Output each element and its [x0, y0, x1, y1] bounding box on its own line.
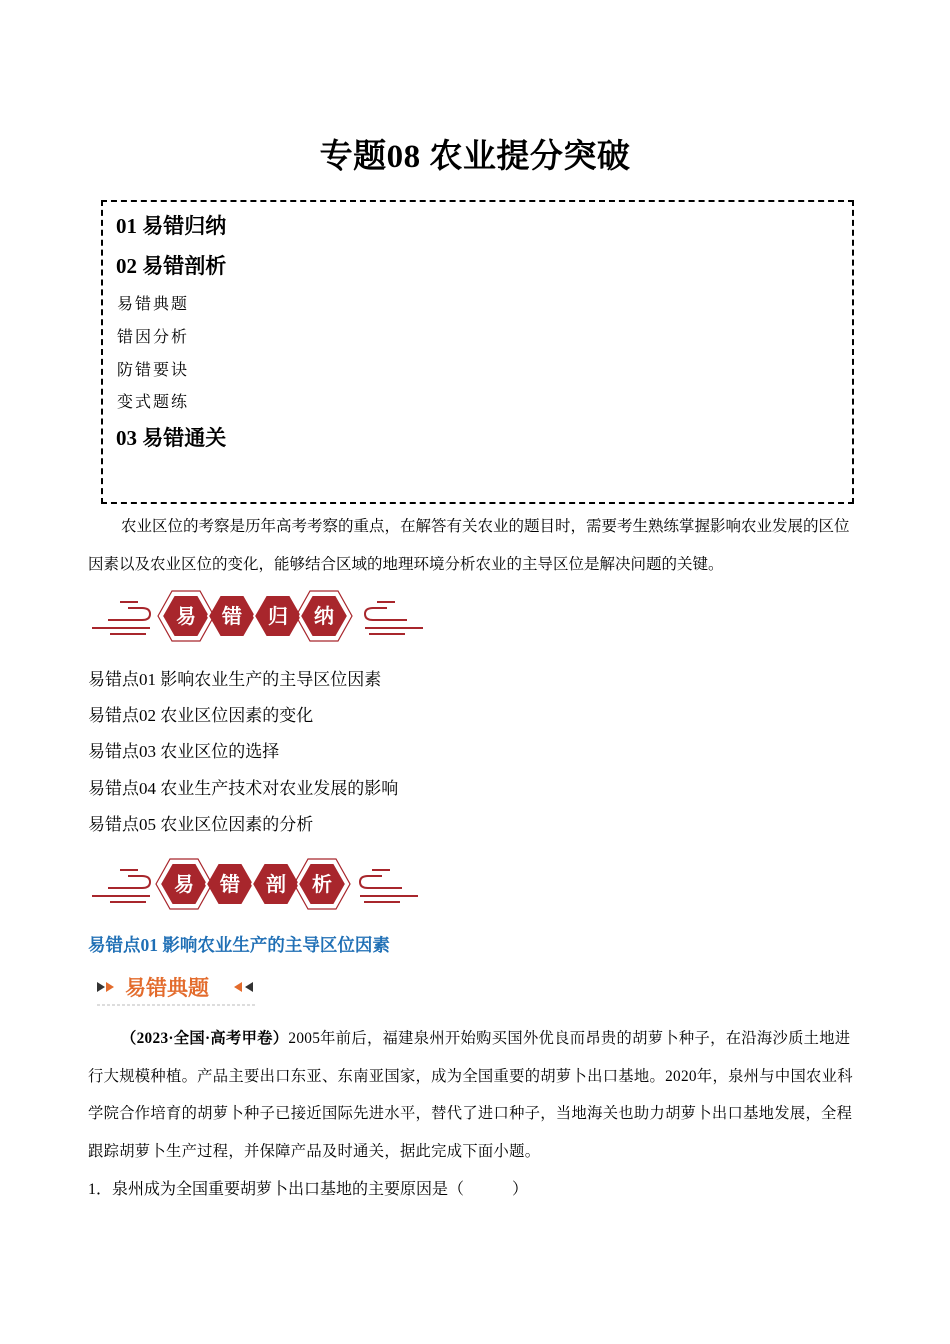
- arrow-left-icon: [245, 982, 253, 992]
- toc-sub-item: 变式题练: [117, 394, 190, 411]
- banner-char: 错: [220, 872, 240, 896]
- question-source: （2023·全国·高考甲卷）: [121, 1030, 289, 1047]
- error-point-item: 易错点01 影响农业生产的主导区位因素: [88, 670, 382, 689]
- banner-char: 剖: [266, 872, 286, 896]
- right-swirl-decoration: [360, 870, 418, 902]
- toc-heading-1: 01 易错归纳: [116, 214, 227, 238]
- question-text: 2005年前后，福建泉州开始购买国外优良而昂贵的胡萝卜种子，在沿海沙质土地进行大规模种植。产品主要出口东亚、东南亚国家，成为全国重要的胡萝卜出口基地。2020年，泉州与中国农业科学院合作培育的胡萝卜种子已接近国际先进水平，替代了进口种子，当地海关也助力胡萝卜出口基地发展，全程跟踪胡萝卜生产过程，并保障产品及时通关，据此完成下面小题。: [88, 1030, 853, 1160]
- banner-char: 纳: [314, 604, 334, 628]
- banner-yicuo-pouxi: [90, 856, 425, 912]
- question-1: 1．泉州成为全国重要胡萝卜出口基地的主要原因是（ ）: [88, 1181, 529, 1198]
- error-point-item: 易错点02 农业区位因素的变化: [88, 706, 314, 725]
- banner-char: 易: [174, 872, 194, 896]
- toc-sub-item: 防错要诀: [117, 362, 190, 379]
- arrow-right-icon: [106, 982, 114, 992]
- arrow-right-icon: [97, 982, 105, 992]
- error-point-item: 易错点04 农业生产技术对农业发展的影响: [88, 779, 399, 798]
- banner-char: 归: [268, 604, 288, 628]
- banner-char: 错: [222, 604, 242, 628]
- left-swirl-decoration: [92, 870, 150, 902]
- toc-heading-3: 03 易错通关: [116, 426, 227, 450]
- section-heading: 易错点01 影响农业生产的主导区位因素: [88, 935, 390, 955]
- right-swirl-decoration: [365, 602, 423, 634]
- toc-heading-2: 02 易错剖析: [116, 254, 227, 278]
- sub-banner-label: 易错典题: [125, 976, 209, 1000]
- error-point-item: 易错点05 农业区位因素的分析: [88, 815, 314, 834]
- question-stem: [88, 1020, 860, 1170]
- banner-char: 析: [312, 872, 332, 896]
- page-title: 专题08 农业提分突破: [319, 139, 631, 175]
- banner-char: 易: [176, 604, 196, 628]
- toc-sub-item: 错因分析: [117, 329, 190, 346]
- arrow-left-icon: [234, 982, 242, 992]
- error-point-item: 易错点03 农业区位的选择: [88, 742, 280, 761]
- table-of-contents: [101, 200, 854, 504]
- banner-yicuo-guina: [90, 588, 425, 644]
- left-swirl-decoration: [92, 602, 150, 634]
- sub-banner-yicuo-diant: [95, 970, 265, 1008]
- intro-paragraph: 农业区位的考察是历年高考考察的重点，在解答有关农业的题目时，需要考生熟练掌握影响农业发展的区位因素以及农业区位的变化，能够结合区域的地理环境分析农业的主导区位是解决问题的关键。: [88, 518, 850, 573]
- toc-sub-item: 易错典题: [117, 296, 190, 313]
